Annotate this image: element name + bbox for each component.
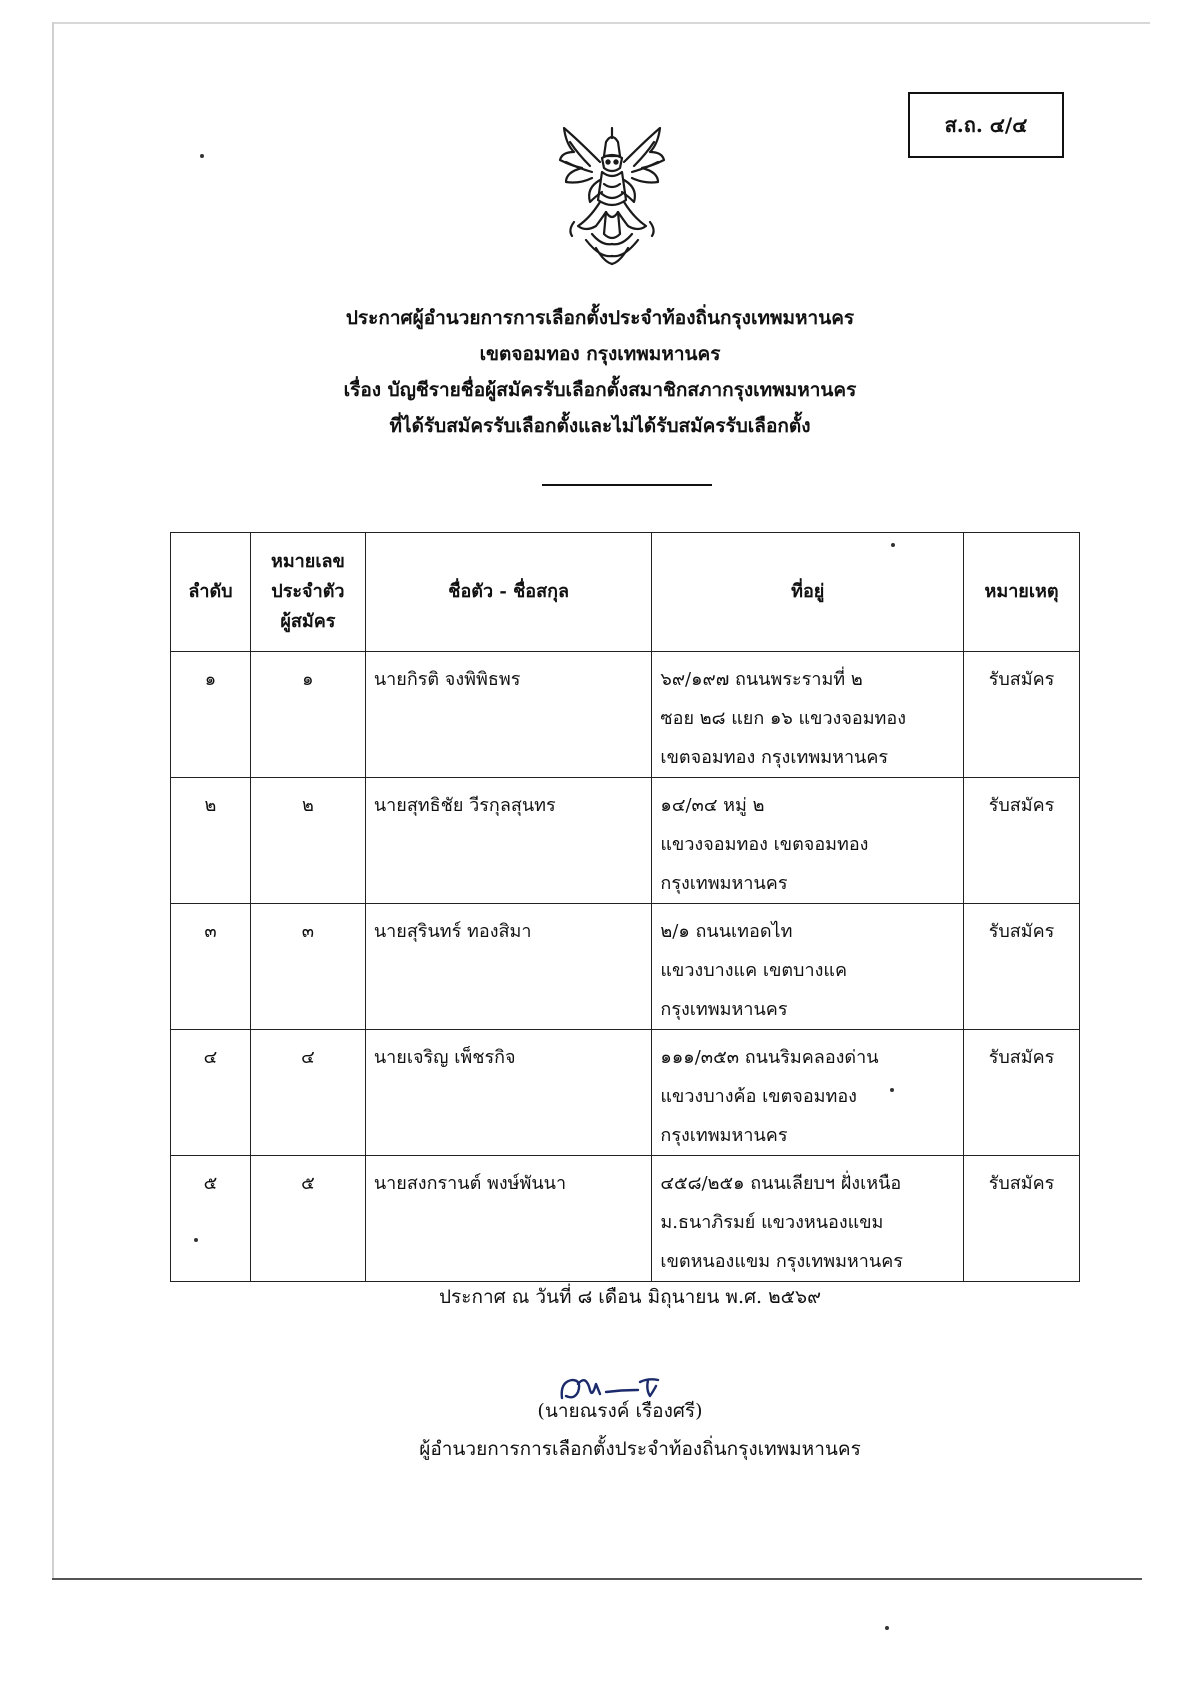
row-order: ๕ [171,1156,251,1282]
scan-edge-top [52,22,1150,24]
address-line: ม.ธนาภิรมย์ แขวงหนองแขม [660,1212,884,1233]
row-note: รับสมัคร [964,1156,1080,1282]
table-row [171,904,1080,1030]
row-candidate-number: ๑ [250,652,365,778]
heading-line-3: เรื่อง บัญชีรายชื่อผู้สมัครรับเลือกตั้งสมาชิกสภากรุงเทพมหานคร [343,379,857,401]
table-row [171,1030,1080,1156]
row-note: รับสมัคร [964,652,1080,778]
address-line: แขวงจอมทอง เขตจอมทอง [660,834,869,855]
signer-name: (นายณรงค์ เรืองศรี) [537,1400,703,1422]
header-number-line-2: ประจำตัว [271,581,345,602]
address-line: ซอย ๒๘ แยก ๑๖ แขวงจอมทอง [660,708,907,729]
header-number-line-1: หมายเลข [270,551,345,572]
address-line: แขวงบางค้อ เขตจอมทอง [660,1086,857,1107]
signer-title: ผู้อำนวยการการเลือกตั้งประจำท้องถิ่นกรุงเทพมหานคร [419,1438,861,1460]
header-order: ลำดับ [171,533,251,652]
garuda-emblem-icon [556,122,668,268]
heading-line-4: ที่ได้รับสมัครรับเลือกตั้งและไม่ได้รับสมัครรับเลือกตั้ง [389,415,811,437]
header-number-line-3: ผู้สมัคร [280,611,336,632]
scan-edge-left [52,22,54,1580]
address-line: ๔๕๘/๒๕๑ ถนนเลียบฯ ฝั่งเหนือ [660,1173,902,1194]
row-order: ๔ [171,1030,251,1156]
row-candidate-name: นายสงกรานต์ พงษ์พันนา [365,1156,652,1282]
address-line: กรุงเทพมหานคร [660,999,788,1020]
row-order: ๓ [171,904,251,1030]
row-note: รับสมัคร [964,904,1080,1030]
heading-line-1: ประกาศผู้อำนวยการการเลือกตั้งประจำท้องถิ่นกรุงเทพมหานคร [345,307,855,329]
table-header-row [171,533,1080,652]
heading-underline [542,484,712,486]
scan-speck [200,154,204,158]
row-candidate-number: ๒ [250,778,365,904]
header-candidate-number [250,533,365,652]
candidate-table [170,532,1080,1282]
scan-speck [194,1238,198,1242]
row-address [652,1156,964,1282]
announcement-heading [200,300,1000,444]
row-order: ๒ [171,778,251,904]
announcement-date: ประกาศ ณ วันที่ ๘ เดือน มิถุนายน พ.ศ. ๒๕๖๙ [438,1286,822,1308]
row-candidate-name: นายสุรินทร์ ทองสิมา [365,904,652,1030]
header-name: ชื่อตัว - ชื่อสกุล [365,533,652,652]
header-address: ที่อยู่ [652,533,964,652]
scan-speck [885,1626,889,1630]
row-order: ๑ [171,652,251,778]
address-line: ๒/๑ ถนนเทอดไท [660,921,793,942]
table-row [171,652,1080,778]
address-line: กรุงเทพมหานคร [660,873,788,894]
address-line: กรุงเทพมหานคร [660,1125,788,1146]
form-code-box [908,92,1064,158]
scan-speck [890,1088,894,1092]
scan-speck [891,543,895,547]
row-note: รับสมัคร [964,778,1080,904]
scan-edge-bottom [52,1578,1142,1580]
address-line: เขตจอมทอง กรุงเทพมหานคร [660,747,889,768]
row-candidate-number: ๔ [250,1030,365,1156]
row-candidate-name: นายเจริญ เพ็ชรกิจ [365,1030,652,1156]
form-code: ส.ถ. ๔/๔ [944,113,1028,137]
address-line: ๖๙/๑๙๗ ถนนพระรามที่ ๒ [660,669,863,690]
address-line: เขตหนองแขม กรุงเทพมหานคร [660,1251,903,1272]
table-row [171,1156,1080,1282]
row-address [652,652,964,778]
row-note: รับสมัคร [964,1030,1080,1156]
row-candidate-name: นายสุทธิชัย วีรกุลสุนทร [365,778,652,904]
table-row [171,778,1080,904]
row-address [652,904,964,1030]
row-address [652,1030,964,1156]
row-address [652,778,964,904]
address-line: ๑๔/๓๔ หมู่ ๒ [660,795,765,816]
header-note: หมายเหตุ [964,533,1080,652]
row-candidate-name: นายกิรติ จงพิพิธพร [365,652,652,778]
heading-line-2: เขตจอมทอง กรุงเทพมหานคร [479,343,721,365]
row-candidate-number: ๕ [250,1156,365,1282]
row-candidate-number: ๓ [250,904,365,1030]
address-line: ๑๑๑/๓๕๓ ถนนริมคลองด่าน [660,1047,879,1068]
address-line: แขวงบางแค เขตบางแค [660,960,848,981]
